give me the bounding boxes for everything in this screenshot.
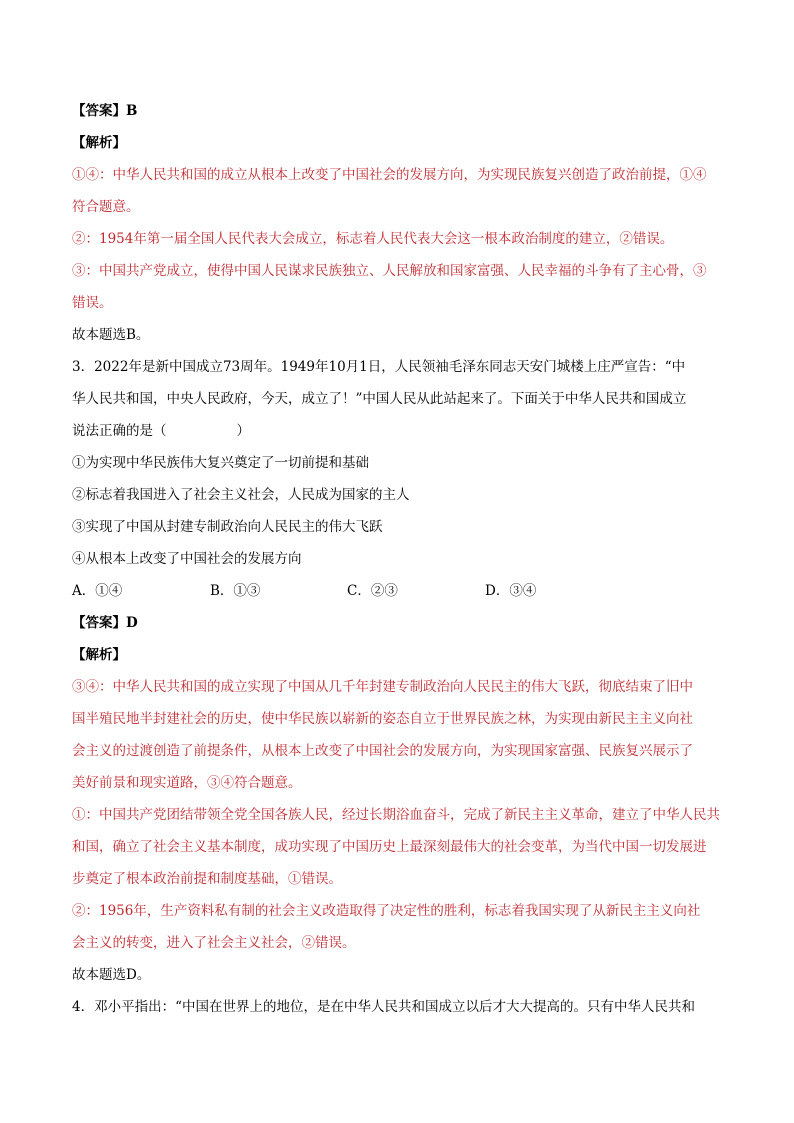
q2-analysis-line: 符合题意。 [72,199,140,215]
q3-stem-line: 华人民共和国，中央人民政府，今天，成立了！”中国人民从此站起来了。下面关于中华人民共和国成立 [72,391,687,407]
q3-analysis-line: 美好前景和现实道路，③④符合题意。 [72,775,302,791]
q3-analysis-line: ①：中国共产党团结带领全党全国各族人民，经过长期浴血奋斗，完成了新民主主义革命，建立了中华人民共 [72,807,720,823]
q3-statement: ①为实现中华民族伟大复兴奠定了一切前提和基础 [72,455,369,471]
q2-analysis-label: 【解析】 [72,135,126,151]
q3-conclusion: 故本题选D。 [72,967,151,983]
q3-option-c: C．②③ [347,583,398,599]
q3-analysis-label: 【解析】 [72,647,126,663]
q3-analysis-line: 会主义的过渡创造了前提条件，从根本上改变了中国社会的发展方向，为实现国家富强、民族复兴展示了 [72,743,693,759]
q3-statement: ④从根本上改变了中国社会的发展方向 [72,551,302,567]
q3-analysis-line: ②：1956年，生产资料私有制的社会主义改造取得了决定性的胜利，标志着我国实现了从新民主主义向社 [72,903,701,919]
q3-analysis-line: 步奠定了根本政治前提和制度基础，①错误。 [72,871,342,887]
q3-analysis-line: 会主义的转变，进入了社会主义社会，②错误。 [72,935,356,951]
q3-option-a: A．①④ [72,583,123,599]
q4-stem-line: 4．邓小平指出：“中国在世界上的地位，是在中华人民共和国成立以后才大大提高的。只有中华人民共和 [72,999,695,1015]
q2-conclusion: 故本题选B。 [72,327,150,343]
q2-analysis-line: ③：中国共产党成立，使得中国人民谋求民族独立、人民解放和国家富强、人民幸福的斗争有了主心骨，③ [72,263,707,279]
q3-stem-line: 3．2022年是新中国成立73周年。1949年10月1日，人民领袖毛泽东同志天安门城楼上庄严宣告：“中 [72,359,686,375]
q3-option-d: D．③④ [485,583,537,599]
q3-statement: ③实现了中国从封建专制政治向人民民主的伟大飞跃 [72,519,383,535]
q3-analysis-line: 国半殖民地半封建社会的历史，使中华民族以崭新的姿态自立于世界民族之林，为实现由新民主主义向社 [72,711,693,727]
q3-answer-label: 【答案】D [72,615,138,631]
q3-stem-text: 说法正确的是（ [72,423,167,439]
q2-analysis-line: 错误。 [72,295,113,311]
q3-option-b: B．①③ [210,583,261,599]
q3-analysis-line: 和国，确立了社会主义基本制度，成功实现了中国历史上最深刻最伟大的社会变革，为当代中国一切发展进 [72,839,707,855]
q3-stem-close: ） [236,423,250,439]
q2-answer-label: 【答案】B [72,103,138,119]
q2-analysis-line: ①④：中华人民共和国的成立从根本上改变了中国社会的发展方向，为实现民族复兴创造了政治前提，①④ [72,167,707,183]
q3-statement: ②标志着我国进入了社会主义社会，人民成为国家的主人 [72,487,410,503]
q2-analysis-line: ②：1954年第一届全国人民代表大会成立，标志着人民代表大会这一根本政治制度的建立，②错误。 [72,231,674,247]
q3-analysis-line: ③④：中华人民共和国的成立实现了中国从几千年封建专制政治向人民民主的伟大飞跃，彻底结束了旧中 [72,679,693,695]
q3-stem-last-line [72,421,732,441]
